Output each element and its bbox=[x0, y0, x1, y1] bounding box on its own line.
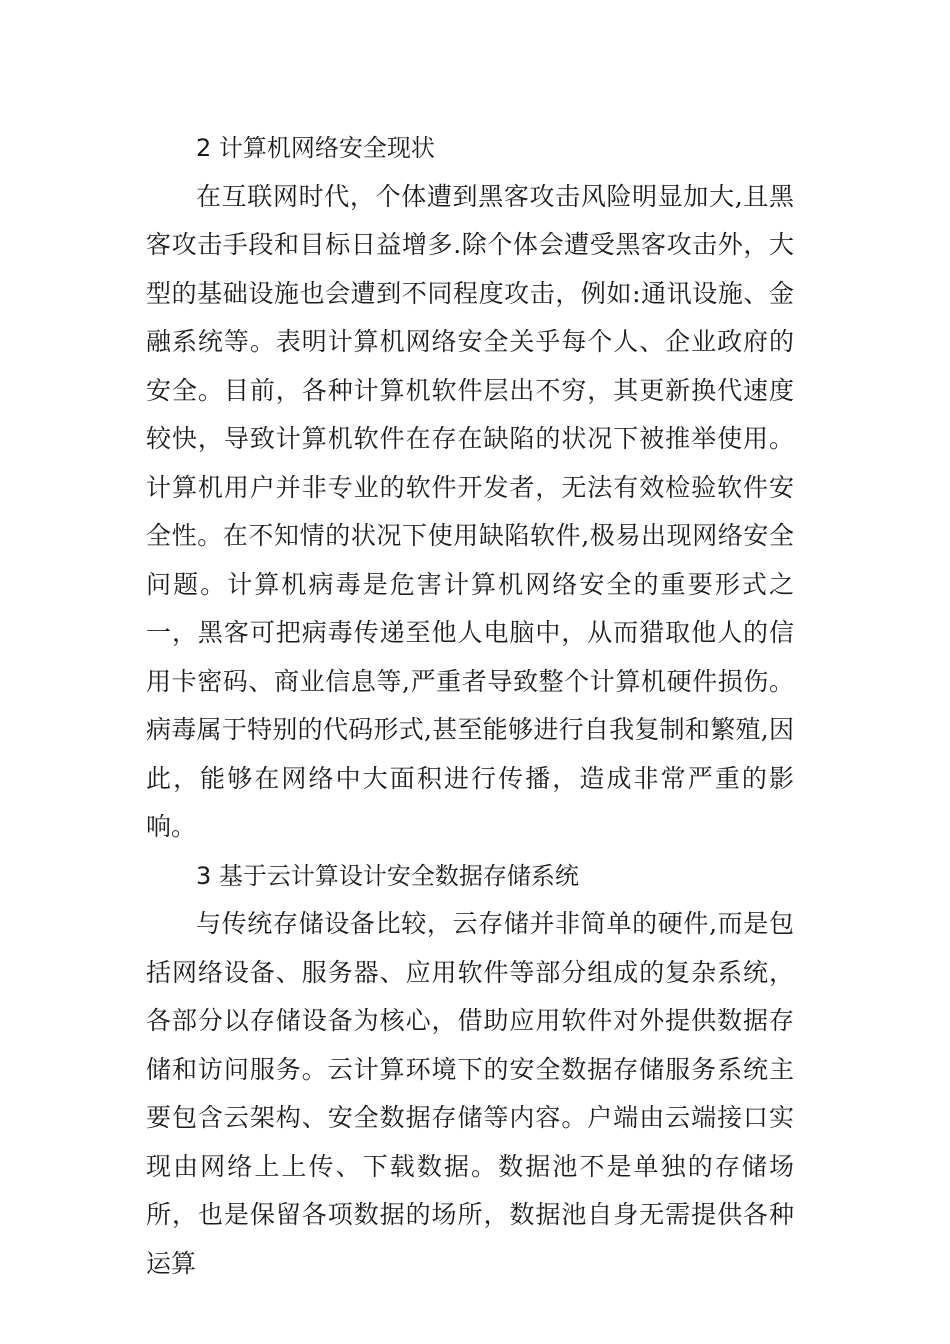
section-2-heading: 2 计算机网络安全现状 bbox=[196, 134, 435, 162]
section-3-paragraph: 与传统存储设备比较，云存储并非简单的硬件,而是包括网络设备、服务器、应用软件等部分组成的复杂系统，各部分以存储设备为核心，借助应用软件对外提供数据存储和访问服务。云计算环境下的安全数据存储服务系统主要包含云架构、安全数据存储等内容。户端由云端接口实现由网络上上传、下载数据。数据池不是单独的存储场所，也是保留各项数据的场所，数据池自身无需提供各种运算 bbox=[146, 909, 794, 1278]
document-body bbox=[146, 124, 794, 1288]
section-3-heading: 3 基于云计算设计安全数据存储系统 bbox=[196, 861, 579, 890]
section-2-paragraph: 在互联网时代，个体遭到黑客攻击风险明显加大,且黑客攻击手段和目标日益增多.除个体会遭受黑客攻击外，大型的基础设施也会遭到不同程度攻击，例如:通讯设施、金融系统等。表明计算机网络安全关乎每个人、企业政府的安全。目前，各种计算机软件层出不穷，其更新换代速度较快，导致计算机软件在存在缺陷的状况下被推举使用。计算机用户并非专业的软件开发者，无法有效检验软件安全性。在不知情的状况下使用缺陷软件,极易出现网络安全问题。计算机病毒是危害计算机网络安全的重要形式之一，黑客可把病毒传递至他人电脑中，从而猎取他人的信用卡密码、商业信息等,严重者导致整个计算机硬件损伤。病毒属于特别的代码形式,甚至能够进行自我复制和繁殖,因此，能够在网络中大面积进行传播，造成非常严重的影响。 bbox=[146, 181, 794, 841]
